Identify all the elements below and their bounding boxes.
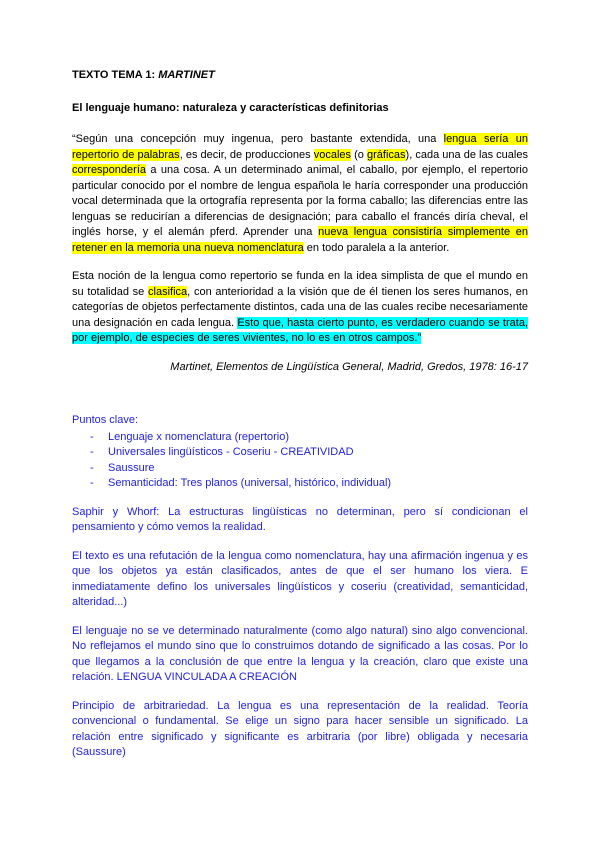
notes-section <box>72 413 528 761</box>
list-item <box>72 461 528 477</box>
note-paragraph: El texto es una refutación de la lengua como nomenclatura, hay una afirmación ingenua y es que los objetos ya están clasificados, antes de que el ser humano los viera. E inmediatamente defino los universales lingüísticos y coseriu (creatividad, semanticidad, alteridad...) <box>72 549 528 608</box>
title-prefix: TEXTO TEMA 1: <box>72 69 159 81</box>
highlighted-text: nueva lengua consistiría simplemente en retener en la memoria una nueva nomenclatura <box>72 226 529 254</box>
paragraph-text: Esta noción de la lengua como repertorio se funda en la idea simplista de que el mundo en su totalidad se <box>72 270 528 298</box>
section-heading: El lenguaje humano: naturaleza y características definitorias <box>72 101 389 114</box>
list-item-text: Universales lingüísticos - Coseriu - CREATIVIDAD <box>108 446 354 458</box>
quote-paragraph-2 <box>72 269 528 347</box>
keypoints-list <box>72 430 528 492</box>
document-title <box>72 68 528 84</box>
highlighted-text: lengua sería un repertorio de palabras <box>72 133 528 161</box>
paragraph-text: a una cosa. A un determinado animal, el caballo, por ejemplo, el repertorio particular conocido por el nombre de lengua española le haría corresponder una producción vocal determinada que la ortografía representa por la forma caballo; las diferencias entre las lenguas se reducirían a diferencias de designación; para caballo el francés diría cheval, el inglés horse, y el alemán pferd. Aprender una <box>72 164 528 238</box>
list-item <box>72 476 528 492</box>
paragraph-text: “Según una concepción muy ingenua, pero bastante extendida, una <box>72 133 444 145</box>
note-paragraph: Saphir y Whorf: La estructuras lingüísticas no determinan, pero sí condicionan el pensamiento y cómo vemos la realidad. <box>72 505 528 533</box>
paragraph-text: , es decir, de producciones <box>179 148 314 161</box>
highlighted-text: clasifica <box>148 285 188 298</box>
list-item-text: Semanticidad: Tres planos (universal, histórico, individual) <box>108 477 392 489</box>
list-item <box>72 445 528 461</box>
list-bullet: - <box>90 477 94 489</box>
highlighted-text: correspondería <box>72 164 146 176</box>
title-author: MARTINET <box>158 69 215 81</box>
highlighted-text: Esto que, hasta cierto punto, es verdadero cuando se trata, por ejemplo, de especies de seres vivientes, no lo es en otros campos.” <box>72 316 528 344</box>
highlighted-text: vocales <box>313 148 352 161</box>
citation: Martinet, Elementos de Lingüística General, Madrid, Gredos, 1978: 16-17 <box>170 360 528 373</box>
list-item <box>72 430 528 446</box>
list-item-text: Lenguaje x nomenclatura (repertorio) <box>108 430 289 443</box>
document-page <box>72 68 528 774</box>
note-paragraph: Principio de arbitrariedad. La lengua es una representación de la realidad. Teoría convencional o fundamental. Se elige un signo para hacer sensible un significado. La relación entre significado y significante es arbitraria (por libre) obligada y necesaria (Saussure) <box>72 699 528 758</box>
paragraph-text: ), cada una de las cuales <box>405 148 528 161</box>
quote-paragraph-1 <box>72 132 528 256</box>
paragraph-text: (o <box>351 148 367 161</box>
paragraph-text: , con anterioridad a la visión que de él tienen los seres humanos, en categorías de objetos perfectamente distintos, cada una de las cuales recibe necesariamente una designación en cada lengua. <box>72 285 528 329</box>
list-bullet: - <box>90 446 94 458</box>
highlighted-text: gráficas <box>367 148 406 161</box>
list-item-text: Saussure <box>108 461 155 474</box>
keypoints-title: Puntos clave: <box>72 414 139 426</box>
list-bullet: - <box>90 430 94 443</box>
list-bullet: - <box>90 461 94 474</box>
paragraph-text: en todo paralela a la anterior. <box>303 241 450 254</box>
note-paragraph: El lenguaje no se ve determinado naturalmente (como algo natural) sino algo convencional. No reflejamos el mundo sino que lo construimos dotando de significado a las cosas. Por lo que llegamos a la conclusión de que entre la lengua y la creación, claro que existe una relación. LENGUA VINCULADA A CREACIÓN <box>72 624 528 683</box>
